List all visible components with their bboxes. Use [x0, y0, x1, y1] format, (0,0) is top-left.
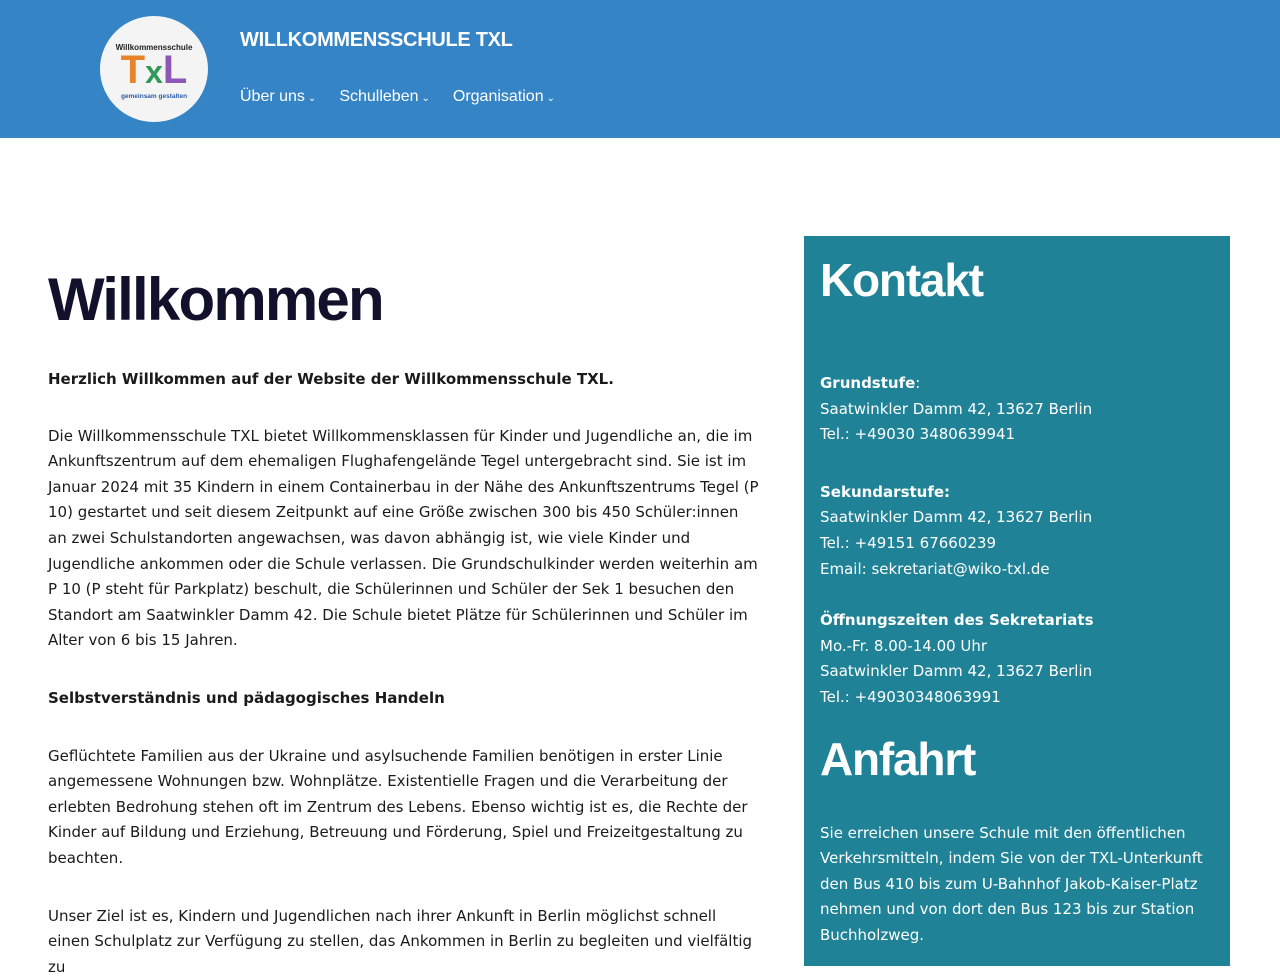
- oeffnungszeiten-phone[interactable]: Tel.: +49030348063991: [820, 685, 1214, 711]
- sekundarstufe-email[interactable]: Email: sekretariat@wiko-txl.de: [820, 557, 1214, 583]
- contact-sidebar: [804, 236, 1230, 966]
- site-title[interactable]: WILLKOMMENSSCHULE TXL: [240, 29, 513, 52]
- sekundarstufe-label: Sekundarstufe:: [820, 480, 1214, 506]
- chevron-down-icon: ⌄: [421, 93, 429, 104]
- site-header: [0, 0, 1280, 138]
- logo-letter-l: L: [163, 48, 187, 92]
- chevron-down-icon: ⌄: [308, 93, 316, 104]
- nav-item-label: Organisation: [453, 88, 544, 106]
- intro-text: Herzlich Willkommen auf der Website der Willkommensschule TXL.: [48, 367, 760, 393]
- grundstufe-label: Grundstufe: [820, 374, 915, 392]
- sekundarstufe-address: Saatwinkler Damm 42, 13627 Berlin: [820, 505, 1214, 531]
- grundstufe-phone[interactable]: Tel.: +49030 3480639941: [820, 422, 1214, 448]
- oeffnungszeiten-address: Saatwinkler Damm 42, 13627 Berlin: [820, 659, 1214, 685]
- anfahrt-text: Sie erreichen unsere Schule mit den öffentlichen Verkehrsmitteln, indem Sie von der TXL-Unterkunft den Bus 410 bis zum U-Bahnhof Jakob-Kaiser-Platz nehmen und von dort den Bus 123 bis zur Station Buchholzweg.: [820, 821, 1214, 949]
- logo-bottom-text: gemeinsam gestalten: [100, 93, 208, 100]
- nav-item-ueber-uns[interactable]: [240, 85, 316, 109]
- grundstufe-block: [820, 371, 1214, 448]
- nav-item-schulleben[interactable]: [339, 85, 430, 109]
- logo-letter-t: T: [121, 48, 145, 92]
- grundstufe-label-line: [820, 371, 1214, 397]
- paragraph-goal: Unser Ziel ist es, Kindern und Jugendlichen nach ihrer Ankunft in Berlin möglichst schnell einen Schulplatz zur Verfügung zu stellen, das Ankommen in Berlin zu begleiten und vielfältig zu: [48, 904, 760, 980]
- kontakt-heading: Kontakt: [820, 252, 1214, 308]
- nav-item-label: Schulleben: [339, 88, 418, 106]
- sekundarstufe-phone[interactable]: Tel.: +49151 67660239: [820, 531, 1214, 557]
- nav-item-organisation[interactable]: [453, 85, 555, 109]
- grundstufe-address: Saatwinkler Damm 42, 13627 Berlin: [820, 397, 1214, 423]
- oeffnungszeiten-block: [820, 608, 1214, 710]
- anfahrt-heading: Anfahrt: [820, 731, 1214, 787]
- paragraph-needs: Geflüchtete Familien aus der Ukraine und asylsuchende Familien benötigen in erster Linie angemessene Wohnungen bzw. Wohnplätze. Existentielle Fragen und die Verarbeitung der erlebten Bedrohung stehen oft im Zentrum des Lebens. Ebenso wichtig ist es, die Rechte der Kinder auf Bildung und Erziehung, Betreuung und Förderung, Spiel und Freizeitgestaltung zu beachten.: [48, 744, 760, 872]
- page-title: Willkommen: [48, 264, 760, 336]
- grundstufe-colon: :: [915, 374, 920, 392]
- sekundarstufe-block: [820, 480, 1214, 582]
- main-content: [48, 236, 760, 980]
- logo-top-text: Willkommensschule: [100, 43, 208, 52]
- main-nav: [240, 85, 578, 109]
- section-heading: Selbstverständnis und pädagogisches Handeln: [48, 686, 760, 712]
- nav-item-label: Über uns: [240, 88, 305, 106]
- logo-letters: [100, 48, 208, 94]
- paragraph-about: Die Willkommensschule TXL bietet Willkommensklassen für Kinder und Jugendliche an, die im Ankunftszentrum auf dem ehemaligen Flughafengelände Tegel untergebracht sind. Sie ist im Januar 2024 mit 35 Kindern in einem Containerbau in der Nähe des Ankunftszentrums Tegel (P 10) gestartet und seit diesem Zeitpunkt auf eine Größe zwischen 300 bis 450 Schüler:innen an zwei Schulstandorten angewachsen, was davon abhängig ist, wie viele Kinder und Jugendliche ankommen oder die Schule verlassen. Die Grundschulkinder werden weiterhin am P 10 (P steht für Parkplatz) beschult, die Schülerinnen und Schüler der Sek 1 besuchen den Standort am Saatwinkler Damm 42. Die Schule bietet Plätze für Schülerinnen und Schüler im Alter von 6 bis 15 Jahren.: [48, 424, 760, 654]
- logo-letter-x: x: [145, 54, 163, 90]
- oeffnungszeiten-label: Öffnungszeiten des Sekretariats: [820, 608, 1214, 634]
- oeffnungszeiten-hours: Mo.-Fr. 8.00-14.00 Uhr: [820, 634, 1214, 660]
- chevron-down-icon: ⌄: [547, 93, 555, 104]
- school-logo[interactable]: [100, 16, 208, 122]
